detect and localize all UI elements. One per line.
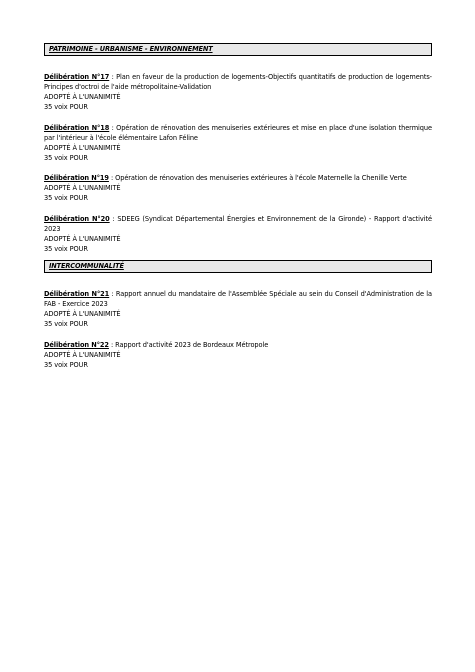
deliberation-title: Délibération N°21 — [44, 290, 110, 298]
deliberation-status: ADOPTÉ À L'UNANIMITÉ — [44, 143, 121, 152]
deliberation-description: : Opération de rénovation des menuiseries extérieures et mise en place d'une isolation thermique par l'intérieur à l'école élémentaire Lafon Féline — [44, 123, 432, 142]
deliberation-votes: 35 voix POUR — [44, 194, 88, 202]
deliberation-status: ADOPTÉ À L'UNANIMITÉ — [44, 93, 121, 101]
deliberation-21 — [44, 289, 432, 329]
deliberation-text — [44, 173, 432, 183]
deliberation-status: ADOPTÉ À L'UNANIMITÉ — [44, 350, 121, 359]
deliberation-title: Délibération N°22 — [44, 340, 109, 349]
deliberation-status: ADOPTÉ À L'UNANIMITÉ — [44, 234, 121, 243]
deliberation-title: Délibération N°19 — [44, 174, 109, 182]
deliberation-17 — [44, 72, 432, 112]
deliberation-description: : Rapport annuel du mandataire de l'Assemblée Spéciale au sein du Conseil d'Administration de la FAB - Exercice 2023 — [44, 290, 432, 308]
deliberation-votes: 35 voix POUR — [44, 103, 88, 111]
section-header-label: PATRIMOINE - URBANISME - ENVIRONNEMENT — [49, 45, 213, 53]
document-page — [44, 43, 432, 380]
deliberation-text — [44, 340, 432, 350]
section-header-label: INTERCOMMUNALITÉ — [49, 262, 124, 270]
section-intercommunalite — [44, 260, 432, 370]
deliberation-text — [44, 123, 432, 143]
section-patrimoine — [44, 43, 432, 254]
deliberation-title: Délibération N°18 — [44, 123, 110, 132]
deliberation-18 — [44, 123, 432, 163]
deliberation-description: : Plan en faveur de la production de logements-Objectifs quantitatifs de production de logements-Principes d'octroi de l'aide métropolitaine-Validation — [44, 73, 432, 91]
section-header — [44, 260, 432, 273]
deliberation-title: Délibération N°17 — [44, 73, 110, 81]
deliberation-text — [44, 72, 432, 92]
deliberation-22 — [44, 340, 432, 370]
deliberation-description: : SDEEG (Syndicat Départemental Énergies et Environnement de la Gironde) - Rapport d'activité 2023 — [44, 214, 432, 233]
deliberation-description: : Opération de rénovation des menuiseries extérieures à l'école Maternelle la Chenille Verte — [108, 174, 407, 182]
deliberation-votes: 35 voix POUR — [44, 320, 88, 328]
deliberation-votes: 35 voix POUR — [44, 153, 88, 162]
deliberation-19 — [44, 173, 432, 203]
deliberation-votes: 35 voix POUR — [44, 244, 88, 253]
section-header — [44, 43, 432, 56]
deliberation-text — [44, 289, 432, 309]
deliberation-status: ADOPTÉ À L'UNANIMITÉ — [44, 184, 121, 192]
deliberation-text — [44, 214, 432, 234]
deliberation-title: Délibération N°20 — [44, 214, 110, 223]
deliberation-status: ADOPTÉ À L'UNANIMITÉ — [44, 310, 121, 318]
deliberation-description: : Rapport d'activité 2023 de Bordeaux Métropole — [108, 340, 269, 349]
deliberation-votes: 35 voix POUR — [44, 360, 88, 369]
deliberation-20 — [44, 214, 432, 254]
